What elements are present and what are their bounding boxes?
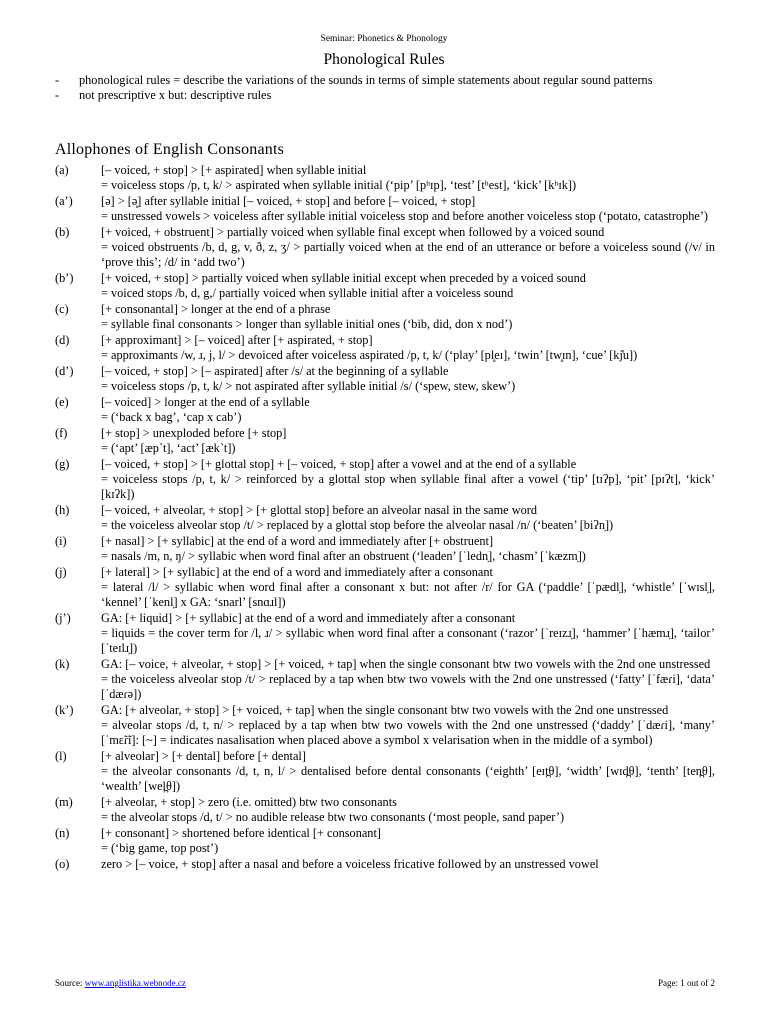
rule-item — [55, 826, 715, 856]
rule-statement: [+ alveolar, + stop] > zero (i.e. omitted) btw two consonants — [101, 795, 397, 809]
rule-description: = voiced stops /b, d, g,/ partially voiced when syllable initial after a voiceless sound — [101, 286, 514, 300]
rule-body — [101, 225, 715, 270]
rule-label: (e) — [55, 395, 69, 409]
rule-item — [55, 194, 715, 224]
rule-item — [55, 749, 715, 794]
rule-label: (i) — [55, 534, 67, 548]
rule-statement: [– voiced, + stop] > [+ aspirated] when syllable initial — [101, 163, 367, 177]
rule-description: = voiceless stops /p, t, k/ > aspirated when syllable initial (‘pip’ [pʰɪp], ‘test’ [tʰest], ‘kick’ [kʰɪk]) — [101, 178, 577, 192]
rule-body — [101, 534, 715, 564]
rule-body — [101, 795, 715, 825]
rule-body — [101, 749, 715, 794]
rule-item — [55, 611, 715, 656]
bullet: - — [55, 73, 60, 87]
intro-item — [55, 88, 715, 103]
rule-label: (a’) — [55, 194, 73, 208]
rule-description: = voiceless stops /p, t, k/ > not aspirated after syllable initial /s/ (‘spew, stew, skew’) — [101, 379, 516, 393]
rule-description: = alveolar stops /d, t, n/ > replaced by a tap when btw two vowels with the 2nd one unstressed (‘daddy’ [ˈdæɾi], ‘many’ [ˈmɛ̃ɾ̃i]: [~] = indicates nasalisation when placed above a symbol x velarisation when in the middle of a symbol) — [101, 718, 715, 747]
rule-body — [101, 657, 715, 702]
intro-text: not prescriptive x but: descriptive rules — [79, 88, 272, 102]
rule-label: (o) — [55, 857, 70, 871]
footer-source — [55, 978, 186, 988]
rule-label: (j’) — [55, 611, 71, 625]
rule-item — [55, 534, 715, 564]
rule-statement: zero > [– voice, + stop] after a nasal and before a voiceless fricative followed by an unstressed vowel — [101, 857, 599, 871]
rule-statement: [– voiced, + stop] > [+ glottal stop] + [– voiced, + stop] after a vowel and at the end of a syllable — [101, 457, 577, 471]
rule-description: = syllable final consonants > longer than syllable initial ones (‘bib, did, don x nod’) — [101, 317, 513, 331]
rule-label: (f) — [55, 426, 68, 440]
rule-statement: [+ voiced, + stop] > partially voiced when syllable initial except when preceded by a voiced sound — [101, 271, 586, 285]
rule-body — [101, 703, 715, 748]
rule-statement: [– voiced, + stop] > [– aspirated] after /s/ at the beginning of a syllable — [101, 364, 449, 378]
rule-statement: [+ voiced, + obstruent] > partially voiced when syllable final except when followed by a voiced sound — [101, 225, 605, 239]
rule-statement: GA: [– voice, + alveolar, + stop] > [+ voiced, + tap] when the single consonant btw two vowels with the 2nd one unstressed — [101, 657, 711, 671]
rule-description: = the voiceless alveolar stop /t/ > replaced by a glottal stop before the alveolar nasal /n/ (‘beaten’ [biʔn̩]) — [101, 518, 614, 532]
rule-label: (n) — [55, 826, 70, 840]
rule-item — [55, 457, 715, 502]
rule-body — [101, 163, 715, 193]
intro-list — [55, 73, 715, 103]
source-label: Source: — [55, 978, 83, 988]
rule-item — [55, 271, 715, 301]
rule-body — [101, 364, 715, 394]
rule-statement: [ə] > [ə̥] after syllable initial [– voiced, + stop] and before [– voiced, + stop] — [101, 194, 476, 208]
rule-statement: [+ alveolar] > [+ dental] before [+ dental] — [101, 749, 306, 763]
rule-label: (g) — [55, 457, 70, 471]
rule-item — [55, 333, 715, 363]
rule-item — [55, 163, 715, 193]
intro-text: phonological rules = describe the variations of the sounds in terms of simple statements about regular sound patterns — [79, 73, 653, 87]
rule-description: = (‘apt’ [æp˺t], ‘act’ [æk˺t]) — [101, 441, 236, 455]
rule-description: = nasals /m, n, ŋ/ > syllabic when word final after an obstruent (‘leaden’ [ˈledn̩], ‘chasm’ [ˈkæzm̩]) — [101, 549, 586, 563]
rule-description: = unstressed vowels > voiceless after syllable initial voiceless stop and before another voiceless stop (‘potato, catastrophe’) — [101, 209, 709, 223]
rule-body — [101, 611, 715, 656]
rule-label: (d’) — [55, 364, 74, 378]
rule-item — [55, 426, 715, 456]
rule-label: (a) — [55, 163, 69, 177]
rule-label: (k) — [55, 657, 70, 671]
rule-statement: [– voiced] > longer at the end of a syllable — [101, 395, 310, 409]
rule-body — [101, 457, 715, 502]
rule-description: = the voiceless alveolar stop /t/ > replaced by a tap when btw two vowels with the 2nd one unstressed (‘fatty’ [ˈfæɾi], ‘data’ [ˈdæɾə]) — [101, 672, 715, 701]
rule-statement: [+ stop] > unexploded before [+ stop] — [101, 426, 287, 440]
rule-label: (b’) — [55, 271, 74, 285]
rule-body — [101, 826, 715, 856]
rule-body — [101, 395, 715, 425]
rule-item — [55, 364, 715, 394]
intro-item — [55, 73, 715, 88]
rule-statement: [+ nasal] > [+ syllabic] at the end of a word and immediately after [+ obstruent] — [101, 534, 494, 548]
rule-body — [101, 302, 715, 332]
rule-item — [55, 503, 715, 533]
rule-label: (m) — [55, 795, 73, 809]
rule-item — [55, 395, 715, 425]
rule-label: (d) — [55, 333, 70, 347]
source-link[interactable]: www.anglistika.webnode.cz — [84, 978, 186, 988]
running-header: Seminar: Phonetics & Phonology — [320, 34, 448, 44]
rule-body — [101, 503, 715, 533]
rule-label: (j) — [55, 565, 67, 579]
rule-body — [101, 271, 715, 301]
rule-label: (b) — [55, 225, 70, 239]
rule-item — [55, 302, 715, 332]
rule-statement: [+ lateral] > [+ syllabic] at the end of a word and immediately after a consonant — [101, 565, 493, 579]
page-title: Phonological Rules — [323, 51, 445, 68]
rule-item — [55, 857, 715, 872]
rule-item — [55, 657, 715, 702]
rule-description: = (‘big game, top post’) — [101, 841, 219, 855]
rule-statement: [+ consonant] > shortened before identical [+ consonant] — [101, 826, 381, 840]
rule-description: = voiced obstruents /b, d, g, v, ð, z, ʒ/ > partially voiced when at the end of an utterance or before a voiceless sound (/v/ in ‘prove this’; /d/ in ‘add two’) — [101, 240, 715, 269]
rule-statement: GA: [+ liquid] > [+ syllabic] at the end of a word and immediately after a consonant — [101, 611, 516, 625]
rule-body — [101, 333, 715, 363]
rule-statement: [+ consonantal] > longer at the end of a phrase — [101, 302, 331, 316]
page-number: Page: 1 out of 2 — [658, 978, 715, 988]
bullet: - — [55, 88, 60, 102]
rule-description: = voiceless stops /p, t, k/ > reinforced by a glottal stop when syllable final after a vowel (‘tip’ [tɪʔp], ‘pit’ [pɪʔt], ‘kick’ [kɪʔk]) — [101, 472, 715, 501]
rule-description: = liquids = the cover term for /l, ɹ/ > syllabic when word final after a consonant (‘razor’ [ˈreɪzɹ̩], ‘hammer’ [ˈhæmɹ̩], ‘tailor’ [ˈteɪlɹ̩]) — [101, 626, 715, 655]
rule-body — [101, 565, 715, 610]
rule-item — [55, 795, 715, 825]
section-heading: Allophones of English Consonants — [55, 141, 285, 158]
rule-body — [101, 857, 715, 872]
rule-label: (k’) — [55, 703, 74, 717]
rule-label: (h) — [55, 503, 70, 517]
rule-item — [55, 703, 715, 748]
rule-statement: GA: [+ alveolar, + stop] > [+ voiced, + tap] when the single consonant btw two vowels with the 2nd one unstressed — [101, 703, 669, 717]
rule-body — [101, 194, 715, 224]
rule-description: = the alveolar consonants /d, t, n, l/ > dentalised before dental consonants (‘eighth’ [eɪt̪θ], ‘width’ [wɪd̪θ], ‘tenth’ [ten̪θ], ‘wealth’ [wel̪θ]) — [101, 764, 715, 793]
rule-description: = approximants /w, ɹ, j, l/ > devoiced after voiceless aspirated /p, t, k/ (‘play’ [pl̥eɪ], ‘twin’ [tw̥ɪn], ‘cue’ [kj̊u]) — [101, 348, 638, 362]
rule-description: = lateral /l/ > syllabic when word final after a consonant x but: not after /r/ for GA (‘paddle’ [ˈpædl̩], ‘whistle’ [ˈwɪsl̩], ‘kennel’ [ˈkenl̩] x GA: ‘snarl’ [snɑɹl]) — [101, 580, 715, 609]
rule-description: = the alveolar stops /d, t/ > no audible release btw two consonants (‘most people, sand paper’) — [101, 810, 565, 824]
rule-description: = (‘back x bag’, ‘cap x cab’) — [101, 410, 242, 424]
rule-body — [101, 426, 715, 456]
rule-statement: [+ approximant] > [– voiced] after [+ aspirated, + stop] — [101, 333, 373, 347]
rule-label: (c) — [55, 302, 69, 316]
rules-list — [55, 163, 715, 873]
rule-item — [55, 225, 715, 270]
rule-item — [55, 565, 715, 610]
rule-statement: [– voiced, + alveolar, + stop] > [+ glottal stop] before an alveolar nasal in the same word — [101, 503, 537, 517]
rule-label: (l) — [55, 749, 67, 763]
